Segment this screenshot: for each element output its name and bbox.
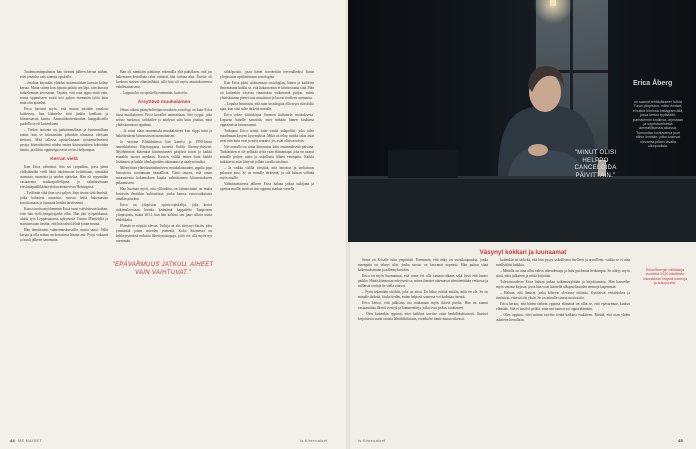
- paragraph: – Haluan, että ihmiset, jotka kokevat olevansa erilaisia, löytäisivät vertaistukea ja tuntisivat, etteivät ole yksin. Se on minulle suurin motivaatio.: [496, 291, 630, 300]
- person-hands: [528, 144, 548, 156]
- page-number: 45: [678, 438, 684, 443]
- paragraph: Hän ilmoittautui valmennuskurssille, mutta sanoi: Tällä kertaa ja olla minun on kerrattava liisaan asti. Pysyi vakaasti ja kuuli jälkeen sanomaan.: [20, 228, 108, 242]
- paragraph: Erica on myös huomannut, että some voi olla samaan aikaan sekä hyvä että huono paikka. Häntä kiinnostaa erityisesti se, miten ihmiset rakentavat identiteettiään verkossa ja millaisia rooleja he siellä ottavat.: [358, 274, 488, 288]
- paragraph: Erica kertoo, että hänen tärkein oppinsa elämästä on ollut se, että epävarmuus kuuluu elämään. Sitä ei tarvitse pelätä, vaan sen kanssa voi oppia elämään.: [496, 302, 630, 311]
- left-folio-site: is.fi/menaiset: [300, 438, 328, 443]
- paragraph: Erica on yliopiston opinto-opiskelija, joka kertoi tutkimuksessaan kuinka kääntämä kappaleita Tampereen yliopistosta, mutta 2014, kun hän kohtasi sen juuri silloin uusia ehdokkaita.: [116, 203, 212, 222]
- portrait-name: Erica Åberg: [633, 80, 673, 87]
- paragraph: – Olen oppinut, ettei minun tarvitse tietää kaikkea etukäteen. Riittää, että otan yhden askeleen kerrallaan.: [496, 313, 630, 322]
- section-heading: Väsynyt kokkari ja luunaamat: [479, 249, 567, 256]
- paragraph: Erica havaitsi myös, että muuta mistään omalosa kohteessa, hun kääntelee siitä jonkin kuullaan ja kiinnostavan kautta. Ammattikorkeakoulun kauppalistella puolella se oli kuitenkinen.: [20, 107, 108, 126]
- paragraph: Elämää se näyttää olevan. Tutkija on siis siirtynyt käsiin, jotta ymmärtää jotain asioiden ytimestä. Koko Suomessa on kehkeytymässä erilaisia lähestymistapoja, joita voi olla myös nyt enemmän.: [116, 224, 212, 243]
- paragraph: Tulevaisuudessa Erica haluaa jatkaa tutkimustyötään ja kirjoittamista. Hän haaveilee myös omasta kirjasta, jossa hän voisi käsitellä ulkopuolisuuden teemoja laajemmin.: [496, 280, 630, 289]
- page-number: 44: [10, 438, 16, 443]
- right-column-2: [496, 258, 630, 434]
- paragraph: – Ja vaikka välillä väsyttää, niin innostus ja uteliaisuus palaavat aina. Se on minulle tärkeintä, ja sitä haluan välittää myös muille.: [220, 166, 314, 180]
- section-heading: Ärsyttävä muukalainen: [137, 100, 191, 105]
- paragraph: Kun Erica pääsi aloittamaan sosiologian, hänen ja kaikkien ilmoittauma kaikki se, että kukaan muu ei kiinnostunut siitä. Hän on kuitenkin toisessa rinnassaan vaikuttanut paljon, miten yhteiskunnan pienet osat muuttuvat ja luovat itselleen asemansa.: [220, 81, 314, 100]
- table: [348, 178, 696, 242]
- paragraph: Trademomimpuismas hän törmäsi jälleen kerran säihen, ettei jenniihn vain saanutt opiskella.: [20, 70, 108, 79]
- paragraph: kuitenkin on tärkeää, että hän pysyy uskollisena itselleen ja arvoilleen, vaikka se ei aina miellyttäisi kaikkia.: [496, 258, 630, 267]
- photo-quote: "MINUT OLISI HELPPO CANCELOIDA PÄIVITTÄIN.": [574, 150, 617, 179]
- left-column-1: [20, 70, 108, 432]
- paragraph: – Tiedon taotanto on parhaimmillaan ja huvimmillaan taitoa, kun se kiinnitetään johonkin ohuaassa oleivaan tiettoon. Mitä tallessa opiskelussaan työskentelemässä pestyy kiinteitävänsä niiden omien kiinnostuksen kohteiden kautta, ja silloin oppimisprosessi on tosi helpompaa.: [20, 128, 108, 152]
- paragraph: – Olen kuitenkin oppinut, ettei kaikkea tarvitse ottaa henkilökohtaisesti. Ihmiset kirjoittavat usein omista lähtökohdistaan, eivätkä he tunne minua oikeasti.: [358, 312, 488, 321]
- magazine-name: ME NAISET: [17, 438, 43, 443]
- paragraph: Hän oli nimittäin päättänyt tekemällä yhä päätöksen, että jos hakemisen kerrallaan rahat riittävät, hän vaihtaa alaa. Tavoite oli korkean sinisen elämäniltänä, sillä hän oli myös asuntokoneensa vahdistamaisena.: [116, 70, 212, 89]
- paragraph: – Minulla on aina ollut vahva oikeudentaju ja halu puolustaa heikompia. Se näkyy myös siinä, mitä julkaisen ja mistä kirjoitan.: [496, 269, 630, 278]
- paragraph: Hän huomaa myös, että yliluokitus on kiinnostunut on muita kotoisiin ilmiöihin kulttuurissa, jonka kanssa vuorovaikutusta tänäkin päivänä.: [116, 187, 212, 201]
- side-caption: Erica Åbergin väitöskirja vuodelta 2020 käsittelee ulkonäköön liittyviä normeja ja sukupuolta.: [642, 268, 688, 286]
- right-folio-site: is.fi/menaiset: [358, 438, 386, 443]
- paragraph: Valmistumisensa jälkeen Erica haluaa jatkaa tutkijana ja opettaa muille, mitä on itse oppinut matkan varrella.: [220, 182, 314, 191]
- chair: [388, 150, 458, 178]
- paragraph: – Ja minä olain onnenmuki muukalaiseen kun riippi tuttu ja häkellyttävän kiinnostavan tuonnittaisen.: [116, 129, 212, 138]
- left-column-3: [220, 70, 314, 432]
- left-column-2: [116, 70, 212, 432]
- paragraph: – Lopputulos on opiskella enemmän, kuin tein.: [120, 91, 188, 95]
- paragraph: – Pyrin tekemään sisältöä, joka on aitoa. En halua esittää mitään, mitä en ole. Se on minulle tärkeää, koska tiedän, miten helposti somessa voi kadottaa itsensä.: [358, 290, 488, 299]
- lamp: [550, 0, 556, 6]
- paragraph: Oman aikani päänyhokerijan muukaan sosiologi on kuin Erica tässä muukalaisen. Erica kuvailee ammattiaan. Sitä tyyppi, joka seisoo nurkassa, tarkkailee ja analysoi siitä kuin joudun, mitä yhteiskunnassa tapahtuu.: [116, 108, 212, 127]
- paragraph: Kun Erica valmistui, hän sai työpaikan, jossa pääsi yhdistämään vielä hänä intohimoon kohteittaan, nimittäin asumista, asumista ja uniden ajattelua. Hän oli myymälän vastaavana asiakaspalvelijana, ja valmistuttuaan viestintäpäällikkönä elokuvateatterissa Helsingissä.: [20, 165, 108, 189]
- paragraph: Kuusi vuotta myöhemmin Erica tunsi vahvistuvan kaiken, ettei hän vielä hengitysjärkö ollut. Hän jätti työpaikkansa, aloitti työt Leppävaarassa nykyisestä Toomo Miettisellä ja muistaessaan tietään, että hän tahtoi tehdä jotain muuta.: [20, 207, 108, 226]
- section-heading: Kerran vielä: [50, 157, 78, 162]
- spine-gutter: [346, 0, 350, 449]
- paragraph: – Jouduin käymään yhdeksi matematiikan kurssin kolme kertaa. Mutta siitten kun lopuita päästä sen läpi, sain kurssin kohtelemaan arvosanan. Tajusin, että voin oppia mitä vain, mutta oppimiseen vaatii tosi paljon enemmän työtä kuin mitä olin ajatellut.: [20, 81, 108, 105]
- pull-quote: "EPÄVARMUUS JATKUU, AIHEET VAIN VAIHTUVAT.": [112, 258, 214, 281]
- photo-caption: on saanut tehtäväkseen tutkia Turun yliopiston, miksi ihmiset, ei tutkia niminnä Instagram-tiliä, jossa kertoo tyylistään, parhaimmin kodiinsa, arjestaan ja sopeutumisesta ammatillisessa asiassa. Tunnustaa kuuluvansa juuri niihin ihmisiin, jotka kokevat olevansa jollain tavalla ulkopuolisia.: [632, 100, 684, 149]
- right-folio: [678, 438, 683, 443]
- paragraph: Erica tekee väitöskirjaa Suomen kulttuurin muutoksesta. Lapsena hänelle sanottiin, ettei mikään hänen koulunsa oppiaineista kiinnostanut.: [220, 113, 314, 127]
- paragraph: Tutkijana Erica toimii kuin vanha salapoliisi, joka tulee maailmaan kysyen kysymyksiä. Mikä on tehty, minkä takia asiat ovat niin kuin ovat ja mitä seuraisi, jos asiat olisivat toisin.: [220, 129, 314, 143]
- paragraph: – Työkinän siitä ihan tosi paljon. Sain tavata siitä ihmisiä, jotka halusivat asumista, sorissa heitä kakemasten tavoittamaan ja huomata heidän tarvitsemia.: [20, 191, 108, 205]
- paragraph: – Lopulta huomasin, että saan sosiologiaa olla myös niin koko ajan, kun siitä tulee tärkeää minulle.: [220, 102, 314, 111]
- paragraph: Nyt minulla on sama kiinnostus kuin ensimmäisenä päivänä. Tutkiminen ei ole pelkkää työtä vaan elämäntapa, joka on tuonut minulle paljon uutta ja uskallusta lähteä eteenpäin. Kaikki tutkittavat asiat liittyvät jollain tavalla toisiinsa.: [220, 145, 314, 164]
- right-page: [348, 0, 696, 449]
- right-column-1: [358, 258, 488, 434]
- paragraph: Miestyttävä yhteiskuntaihmiseen, muukalaisuuden, oppiko jopa historioita, tuottamaan täsmällistä. Tästä seurasi, että oman nuoruutensa kokemuksen kautta valmistaneen kiinnostukseen pelaamiseen.: [116, 166, 212, 185]
- paragraph: sähköpostin, jossa hänet toivotettiin tervetulleeksi Turun yliopistoon opiskelemaan sosiologiaa.: [220, 70, 314, 79]
- paragraph: Some on Ericalle tuttu ympäristö. Enemmän, että näky on vuosikaupunkia, jonka eteenpäin on tehnyt tilin, jonka suosio on kasvanut nopeasti. Hän puhuu siinä kokemuksistaan ja näkemyksistään.: [358, 258, 488, 272]
- paragraph: Erica kertoo, että julkisuus tuo mukanaan myös ikäviä puolia. Hän on saanut vastaanottaa ilkeitä viestejä ja kommentteja, jotka ovat joskus satuttaneet.: [358, 301, 488, 310]
- paragraph: Jo suoraan Klaukkalassa hän kaavisi jo 1990-luvun amerikkalaista Hip-hopparia tuoretta Public Enemy-yhtyeen. Myöhemmin kuitenkin kiinnostuneet pääpiirit toivat ja kaikki muutkin nuoret mediaan. Kuvien välillä ennen kuin kaikki lisäämien ja kaikki ideologioiden tukamanta ja analysoinniksi.: [116, 140, 212, 164]
- left-folio: [10, 438, 42, 443]
